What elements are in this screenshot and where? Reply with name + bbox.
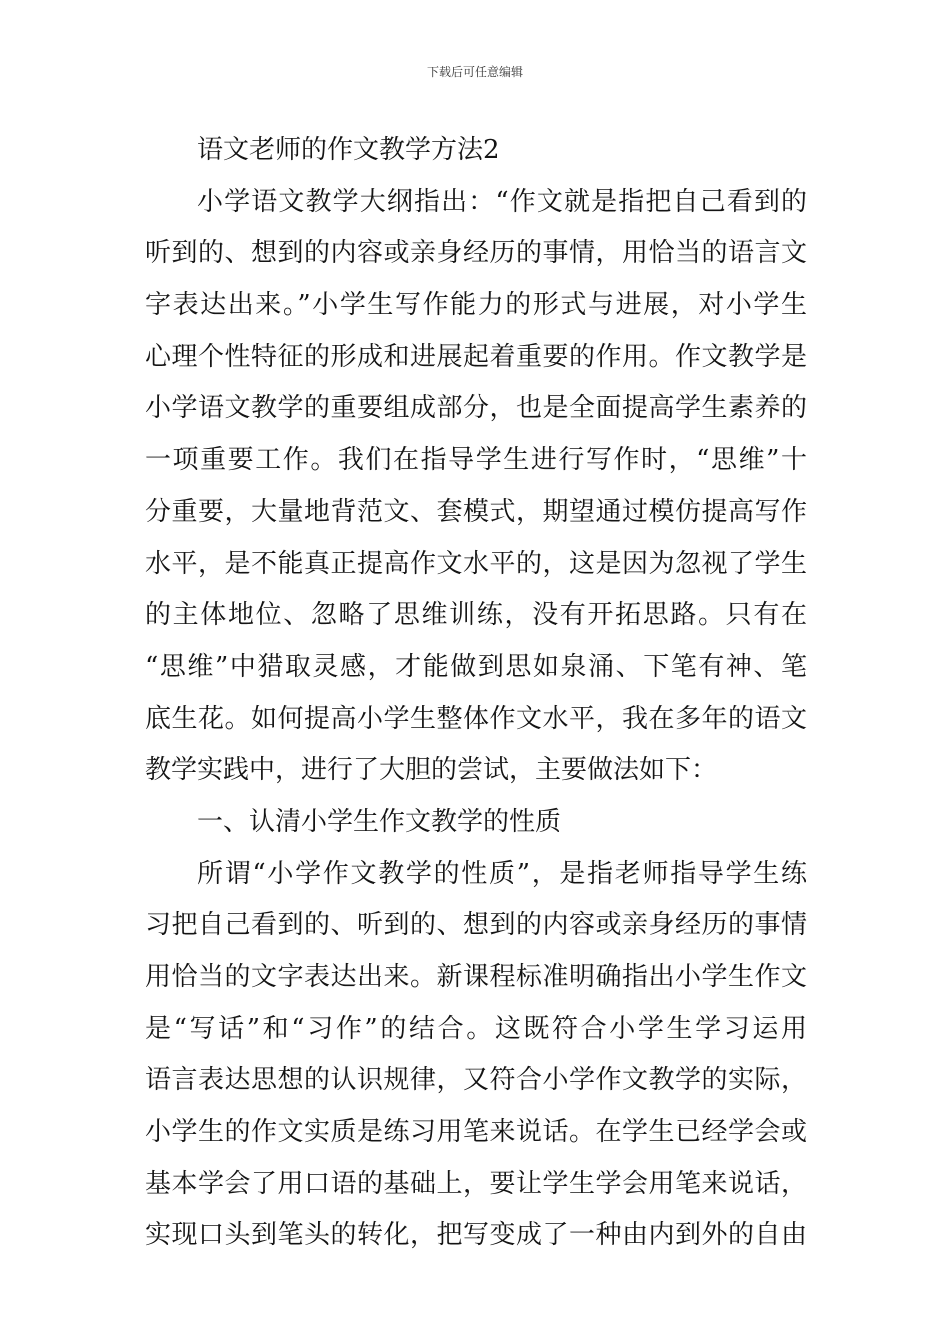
- paragraph-line: 小学语文教学的重要组成部分，也是全面提高学生素养的: [145, 393, 807, 424]
- document-title: 语文老师的作文教学方法2: [197, 135, 500, 165]
- paragraph-line: 实现口头到笔头的转化，把写变成了一种由内到外的自由: [145, 1220, 807, 1251]
- paragraph-line: 教学实践中，进行了大胆的尝试，主要做法如下：: [145, 755, 718, 786]
- document-body: [145, 125, 807, 1262]
- paragraph-line: 所谓“小学作文教学的性质”，是指老师指导学生练: [197, 858, 807, 889]
- section-heading: 一、认清小学生作文教学的性质: [197, 806, 562, 837]
- paragraph-line: 心理个性特征的形成和进展起着重要的作用。作文教学是: [145, 341, 807, 372]
- paragraph-line: 分重要，大量地背范文、套模式，期望通过模仿提高写作: [145, 496, 807, 527]
- paragraph-line: 的主体地位、忽略了思维训练，没有开拓思路。只有在: [145, 600, 807, 631]
- paragraph-line: “思维”中猎取灵感，才能做到思如泉涌、下笔有神、笔: [145, 651, 807, 682]
- paragraph-line: 一项重要工作。我们在指导学生进行写作时，“思维”十: [145, 445, 807, 476]
- header-note: 下载后可任意编辑: [426, 65, 523, 79]
- paragraph-line: 小学语文教学大纲指出：“作文就是指把自己看到的: [197, 186, 807, 217]
- paragraph-line: 是“写话”和“习作”的结合。这既符合小学生学习运用: [145, 1013, 807, 1044]
- paragraph-line: 水平，是不能真正提高作文水平的，这是因为忽视了学生: [145, 548, 807, 579]
- paragraph-line: 小学生的作文实质是练习用笔来说话。在学生已经学会或: [145, 1117, 807, 1148]
- paragraph-line: 底生花。如何提高小学生整体作文水平，我在多年的语文: [145, 703, 807, 734]
- paragraph-line: 基本学会了用口语的基础上，要让学生学会用笔来说话，: [145, 1168, 807, 1199]
- paragraph-line: 习把自己看到的、听到的、想到的内容或亲身经历的事情: [145, 910, 807, 941]
- paragraph-1: [145, 177, 807, 797]
- paragraph-line: 字表达出来。”小学生写作能力的形式与进展，对小学生: [145, 290, 807, 321]
- paragraph-line: 语言表达思想的认识规律，又符合小学作文教学的实际，: [145, 1065, 807, 1096]
- paragraph-line: 听到的、想到的内容或亲身经历的事情，用恰当的语言文: [145, 238, 807, 269]
- paragraph-2: [145, 849, 807, 1263]
- paragraph-line: 用恰当的文字表达出来。新课程标准明确指出小学生作文: [145, 962, 807, 992]
